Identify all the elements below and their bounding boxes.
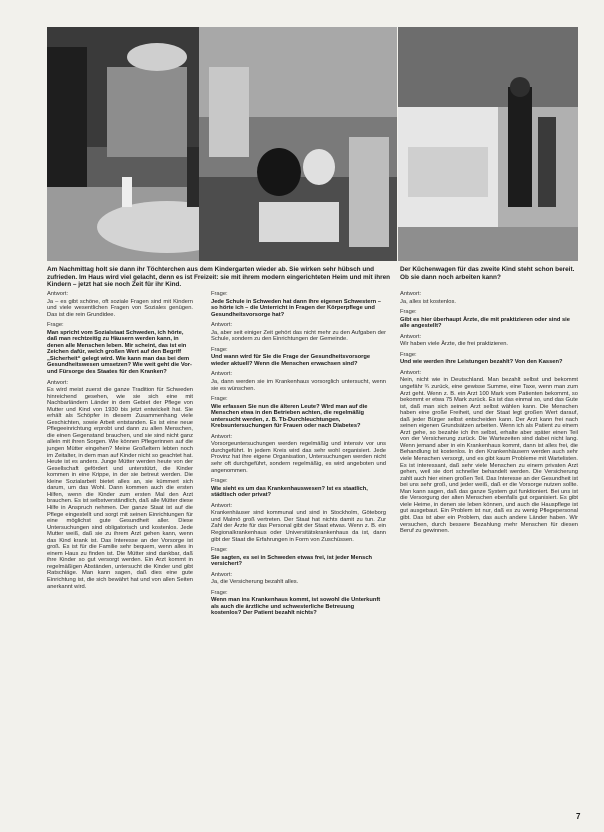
question-text: Man spricht vom Sozialstaat Schweden, ich hörte, daß man rechtzeitig zu Häusern werden kann, in denen alle Menschen leben. Mir scheint, das ist ein Zeichen dafür, welch großen Wert auf den Begriff „Sicherheit“ gelegt wird. Wie kann man das bei dem Gesundheitswesen umsetzen? Wie weit geht die Vor- und Fürsorge des Staates für den Kranken?: [47, 329, 192, 376]
answer-text: Ja – es gibt schöne, oft soziale Fragen sind mit Kindern und viele wesentlichen Fragen von Soziales genügen. Das ist die rein Grundidee.: [47, 298, 193, 318]
speaker-label: Antwort:: [211, 433, 233, 440]
speaker-label: Frage:: [211, 396, 228, 403]
question-text: Und wann wird für Sie die Frage der Gesundheitsvorsorge wieder aktuell? Wenn die Menschen erwachsen sind?: [211, 354, 371, 367]
column-2: [211, 291, 386, 819]
speaker-label: Antwort:: [400, 333, 422, 340]
speaker-label: Antwort:: [211, 571, 233, 578]
qa-block: [211, 347, 386, 368]
caption-right: Der Küchenwagen für das zweite Kind steht schon bereit. Ob sie dann noch arbeiten kann?: [400, 266, 575, 281]
answer-text: Ja, aber seit einiger Zeit gehört das nicht mehr zu den Aufgaben der Schule, sondern zu den Einrichtungen der Gemeinde.: [211, 329, 386, 343]
question-text: Wie erfassen Sie nun die älteren Leute? Wird man auf die Menschen etwa in den Betrieben achten, die regelmäßig untersucht werden, z. B. Tb-Durchleuchtungen, Krebsuntersuchungen für Frauen oder nach Diabetes?: [211, 403, 368, 430]
speaker-label: Frage:: [400, 351, 417, 358]
qa-block: [47, 380, 193, 591]
speaker-label: Antwort:: [211, 371, 233, 378]
qa-block: [47, 291, 193, 318]
speaker-label: Frage:: [211, 346, 228, 353]
answer-text: Nein, nicht wie in Deutschland. Man bezahlt selbst und bekommt ungefähr ¾ zurück, eine gewisse Summe, eine Taxe, wenn man zum Arzt geht. Wenn z. B. ein Arzt 100 Mark vom Patienten bekommt, so bekommt er etwa 75 Mark zurück. Es ist das einmal so, und das Gute ist, daß man sich seinen Arzt selbst wählen kann. Die Menschen haben eine große Freiheit, und der Staat legt großen Wert darauf, daß jeder Bürger selbst entscheiden kann. Der Arzt kann frei nach seinen eigenen Grundsätzen arbeiten. Wenn ich als Patient zu einem Arzt gehe, so bezahle ich ihn selbst, erhalte aber später einen Teil von der Versicherung zurück. Die Wartezeiten sind dabei nicht lang. Wenn jemand aber in ein Krankenhaus kommt, dann ist alles frei, die Behandlung ist kostenlos. In den Krankenhäusern werden auch sehr viele Menschen versorgt, und es gibt kaum Probleme mit Wartelisten. Es ist interessant, daß sehr viele Menschen zu einem privaten Arzt gehen, weil sie dort schneller behandelt werden. Die Versicherung zahlt auch hier einen großen Teil. Das Interesse an der Gesundheit ist bei uns sehr groß, und jeder weiß, daß er die Vorsorge nutzen sollte. Man kann sagen, daß das ganze System gut funktioniert. Bei uns ist die Versorgung der alten Menschen ebenfalls gut organisiert. Es gibt viele Heime, in denen sie leben können, und auch die Hauspflege ist gut ausgebaut. Ein Problem ist nur, daß es zu wenig Pflegepersonal gibt. Das ist aber ein Problem, das auch andere Länder haben. Wir versuchen, durch bessere Bezahlung mehr Menschen für diesen Beruf zu gewinnen.: [400, 377, 578, 535]
qa-block: [211, 503, 386, 543]
qa-block: [211, 572, 386, 586]
answer-text: Ja, dann werden sie im Krankenhaus vorsorglich untersucht, wenn sie es wünschen.: [211, 379, 386, 392]
speaker-label: Frage:: [211, 589, 228, 596]
qa-block: [400, 291, 578, 305]
speaker-label: Frage:: [47, 322, 64, 329]
question-text: Sie sagten, es sei in Schweden etwas frei, ist jeder Mensch versichert?: [211, 554, 373, 568]
qa-block: [400, 370, 578, 535]
answer-text: Ja, alles ist kostenlos.: [400, 298, 456, 305]
speaker-label: Frage:: [211, 291, 228, 297]
page-number: 7: [576, 812, 581, 821]
speaker-label: Frage:: [400, 309, 417, 316]
qa-block: [400, 334, 578, 348]
speaker-label: Frage:: [211, 478, 228, 485]
qa-block: [211, 434, 386, 474]
qa-block: [211, 547, 386, 568]
speaker-label: Antwort:: [47, 379, 69, 386]
column-3: [400, 291, 581, 821]
photo-reading-together: [199, 27, 397, 261]
speaker-label: Antwort:: [47, 291, 69, 297]
qa-block: [211, 590, 386, 617]
speaker-label: Antwort:: [211, 502, 233, 509]
answer-text: Krankenhäuser sind kommunal und sind in Stockholm, Göteborg und Malmö groß vertreten. Der Staat hat nichts damit zu tun. Zur Zahl der Ärzte für das Personal gibt der Staat etwas. Wenn z. B. ein Regionalkrankenhaus oder Universitätskrankenhaus da ist, dann gibt der Staat die Erfahrungen in Form von Zuschüssen.: [211, 510, 386, 543]
photo-kitchen: [398, 27, 578, 261]
question-text: Jede Schule in Schweden hat dann ihre eigenen Schwestern – so hörte ich – die Unterricht in Fragen der Körperpflege und Gesundheitsvorsorge hat?: [211, 298, 381, 318]
question-text: Und wie werden ihre Leistungen bezahlt? Von den Kassen?: [400, 359, 563, 366]
qa-block: [211, 291, 386, 318]
qa-block: [211, 478, 386, 499]
qa-block: [211, 371, 386, 392]
speaker-label: Antwort:: [400, 369, 422, 376]
qa-block: [400, 352, 578, 366]
qa-block: [211, 396, 386, 430]
qa-block: [400, 309, 578, 330]
qa-block: [211, 322, 386, 343]
speaker-label: Antwort:: [211, 322, 233, 329]
column-1: [47, 291, 193, 819]
question-text: Wie sieht es um das Krankenhauswesen? Ist es staatlich, städtisch oder privat?: [211, 485, 368, 499]
answer-text: Ja, die Versicherung bezahlt alles.: [211, 579, 299, 586]
answer-text: Es wird meist zuerst die ganze Tradition für Schweden hinreichend gesehen, wie sie sich eine mit Nachbarländern Länder in dem Gebiet der Pflege von Mutter und Kind von 1930 bis jetzt entwickelt hat. Sie erhält als Schöpfer in diesem Zusammenhang viele Geschichten, sowie Arbeit entstanden. Es ist eine neue Pflegeeinrichtung erprobt und dann zu allen Menschen, die einen Gegenstand brauchen, und sie sind nicht ganz allein mit ihren Sorgen. Wie können Pflegerinnen auf die jungen Mütter eingehen? Meine Großeltern lebten noch im Zeitalter, in dem man auf Kinder nicht so geachtet hat. Heute ist es anders. Junge Mütter werden heute von der Gesellschaft gefördert und unterstützt, die Kinder kommen in eine Krippe, in der sie betreut werden. Die kleine Sozialarbeit bietet alles an, sie kümmert sich darum, um das Wohl. Dann kommen auch die ersten Hilfen, wenn die Kinder zum ersten Mal den Arzt brauchen. Es ist selbstverständlich, daß alle Mütter diese Hilfe in Anspruch nehmen. Der ganze Staat ist auf die Pflege eingestellt und sorgt mit seinen Einrichtungen für eine möglichst gute Gesundheit aller. Diese Untersuchungen sind obligatorisch und kostenlos. Jede Mutter weiß, daß sie zu ihrem Arzt gehen kann, wenn das Kind krank ist. Das Interesse an der Vorsorge ist groß. Es ist für die Familie sehr bequem, wenn alles in einem Haus zu finden ist. Die Mütter sind dankbar, daß ihre Kinder so gut versorgt werden. Ein Arzt kommt in regelmäßigen Abständen, untersucht die Kinder und gibt Ratschläge. Man kann sagen, daß dies eine gute Einrichtung ist, die sich bewährt hat und von allen Seiten anerkannt wird.: [47, 387, 193, 590]
question-text: Gibt es hier überhaupt Ärzte, die mit praktizieren oder sind sie alle angestellt?: [400, 316, 570, 330]
answer-text: Vorsorgeuntersuchungen werden regelmäßig und intensiv vor uns durchgeführt. In jedem Kreis wird das sehr wohl organisiert. Jede Provinz hat ihre eigene Organisation, Untersuchungen werden nicht sehr oft durchgeführt, sondern regelmäßig, es wird angeboten und angenommen.: [211, 441, 386, 474]
caption-left: Am Nachmittag holt sie dann ihr Töchterchen aus dem Kindergarten wieder ab. Sie wirken sehr hübsch und zufrieden. Im Haus wird viel gelacht, denn es ist Freizeit: sie mit ihrem modern eingerichteten Heim und mit ihren Kindern – jetzt hat sie noch Zeit für ihr Kind.: [47, 266, 391, 289]
question-text: Wenn man ins Krankenhaus kommt, ist sowohl die Unterkunft als auch die ärztliche und schwesterliche Betreuung kostenlos? Der Patient bezahlt nichts?: [211, 597, 381, 617]
qa-block: [47, 322, 193, 375]
speaker-label: Frage:: [211, 547, 228, 554]
answer-text: Wir haben viele Ärzte, die frei praktizieren.: [400, 341, 509, 348]
speaker-label: Antwort:: [400, 291, 422, 297]
